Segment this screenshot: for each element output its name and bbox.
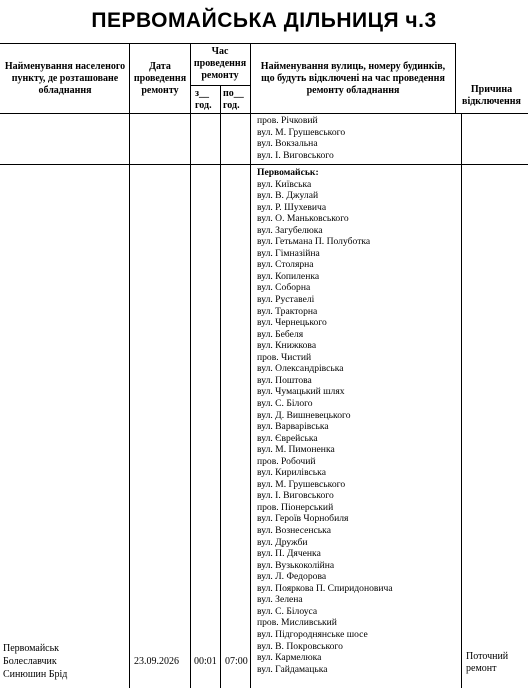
- list-item: вул. М. Пимоненка: [257, 444, 335, 456]
- repair-date: 23.09.2026: [134, 656, 179, 667]
- header-bottom-rule: [0, 113, 528, 114]
- header-streets: Найменування вулиць, номеру будинків, що будуть відключені на час проведення ремонту обладнання: [260, 61, 446, 96]
- list-item: вул. Єврейська: [257, 432, 318, 444]
- list-item: вул. Чумацький шлях: [257, 386, 345, 398]
- list-item: вул. Соборна: [257, 282, 311, 294]
- header-top-rule: [0, 43, 455, 44]
- list-item: вул. Р. Шухевича: [257, 201, 327, 213]
- list-item: вул. В. Джулай: [257, 190, 319, 202]
- list-item: пров. Робочий: [257, 455, 316, 467]
- list-item: вул. Тракторна: [257, 305, 318, 317]
- list-item: вул. Чернецького: [257, 317, 327, 329]
- list-item: вул. Столярна: [257, 259, 314, 271]
- streets-group-title: Первомайськ:: [257, 167, 319, 178]
- col-rule-5: [455, 43, 456, 114]
- list-item: вул. Підгороднянське шосе: [257, 628, 368, 640]
- list-item: вул. М. Грушевського: [257, 478, 346, 490]
- list-item: пров. Піонерський: [257, 501, 334, 513]
- list-item: вул. Олександрівська: [257, 363, 344, 375]
- list-item: пров. Мисливський: [257, 617, 337, 629]
- list-item: вул. Гайдамацька: [257, 663, 328, 675]
- list-item: вул. П. Дяченка: [257, 548, 321, 560]
- list-item: вул. Вузькоколійна: [257, 559, 335, 571]
- list-item: вул. Дружби: [257, 536, 308, 548]
- header-settlement: Найменування населеного пункту, де розташоване обладнання: [4, 61, 126, 96]
- list-item: пров. Чистий: [257, 351, 312, 363]
- list-item: вул. С. Білого: [257, 397, 313, 409]
- col-rule-1: [129, 43, 130, 688]
- page-title: ПЕРВОМАЙСЬКА ДІЛЬНИЦЯ ч.3: [91, 9, 437, 32]
- list-item: вул. Варварівська: [257, 421, 329, 433]
- header-time-from: з__ год.: [195, 88, 212, 111]
- header-reason: Причина відключення: [462, 84, 521, 107]
- time-sub-rule: [191, 85, 251, 86]
- list-item: вул. М. Грушевського: [257, 126, 346, 138]
- list-item: вул. Вознесенська: [257, 525, 331, 536]
- settlement-line: Болеславчик: [3, 656, 57, 667]
- time-to-value: 07:00: [225, 656, 248, 667]
- list-item: вул. Гімназійна: [257, 247, 320, 259]
- list-item: вул. С. Білоуса: [257, 605, 318, 617]
- header-time: Час проведення ремонту: [193, 46, 247, 81]
- list-item: вул. Кирилівська: [257, 467, 326, 479]
- list-item: вул. Загубелюка: [257, 224, 323, 236]
- list-item: вул. Героїв Чорнобиля: [257, 513, 349, 525]
- reason-line: ремонт: [466, 663, 497, 674]
- list-item: вул. Поштова: [257, 374, 312, 386]
- list-item: вул. Копиленка: [257, 270, 320, 282]
- list-item: вул. Руставелі: [257, 294, 315, 305]
- col-rule-4: [250, 43, 251, 688]
- list-item: вул. Книжкова: [257, 340, 317, 352]
- settlement-line: Синюшин Брід: [3, 669, 68, 680]
- list-item: вул. Д. Вишневецького: [257, 409, 351, 421]
- list-item: вул. Зелена: [257, 594, 303, 606]
- col-rule-6: [461, 114, 462, 688]
- list-item: вул. Л. Федорова: [257, 571, 327, 583]
- reason-line: Поточний: [466, 651, 509, 662]
- list-item: вул. Пояркова П. Спиридоновича: [257, 582, 393, 594]
- list-item: вул. О. Маньковського: [257, 213, 349, 225]
- list-item: вул. Київська: [257, 178, 312, 190]
- list-item: вул. Вокзальна: [257, 138, 318, 149]
- list-item: вул. В. Покровського: [257, 640, 343, 652]
- list-item: вул. Бебеля: [257, 328, 304, 340]
- list-item: вул. Кармелюка: [257, 652, 322, 664]
- col-rule-3: [220, 85, 221, 688]
- list-item: вул. Гетьмана П. Полуботка: [257, 236, 371, 248]
- time-from-value: 00:01: [194, 656, 217, 667]
- list-item: вул. І. Виговського: [257, 149, 334, 161]
- list-item: пров. Річковий: [257, 115, 318, 126]
- col-rule-2: [190, 43, 191, 688]
- settlement-line: Первомайськ: [3, 643, 60, 654]
- block-separator-rule: [0, 164, 528, 165]
- header-time-to: по__ год.: [223, 88, 244, 111]
- list-item: вул. І. Виговського: [257, 490, 334, 502]
- header-date: Дата проведення ремонту: [133, 61, 187, 96]
